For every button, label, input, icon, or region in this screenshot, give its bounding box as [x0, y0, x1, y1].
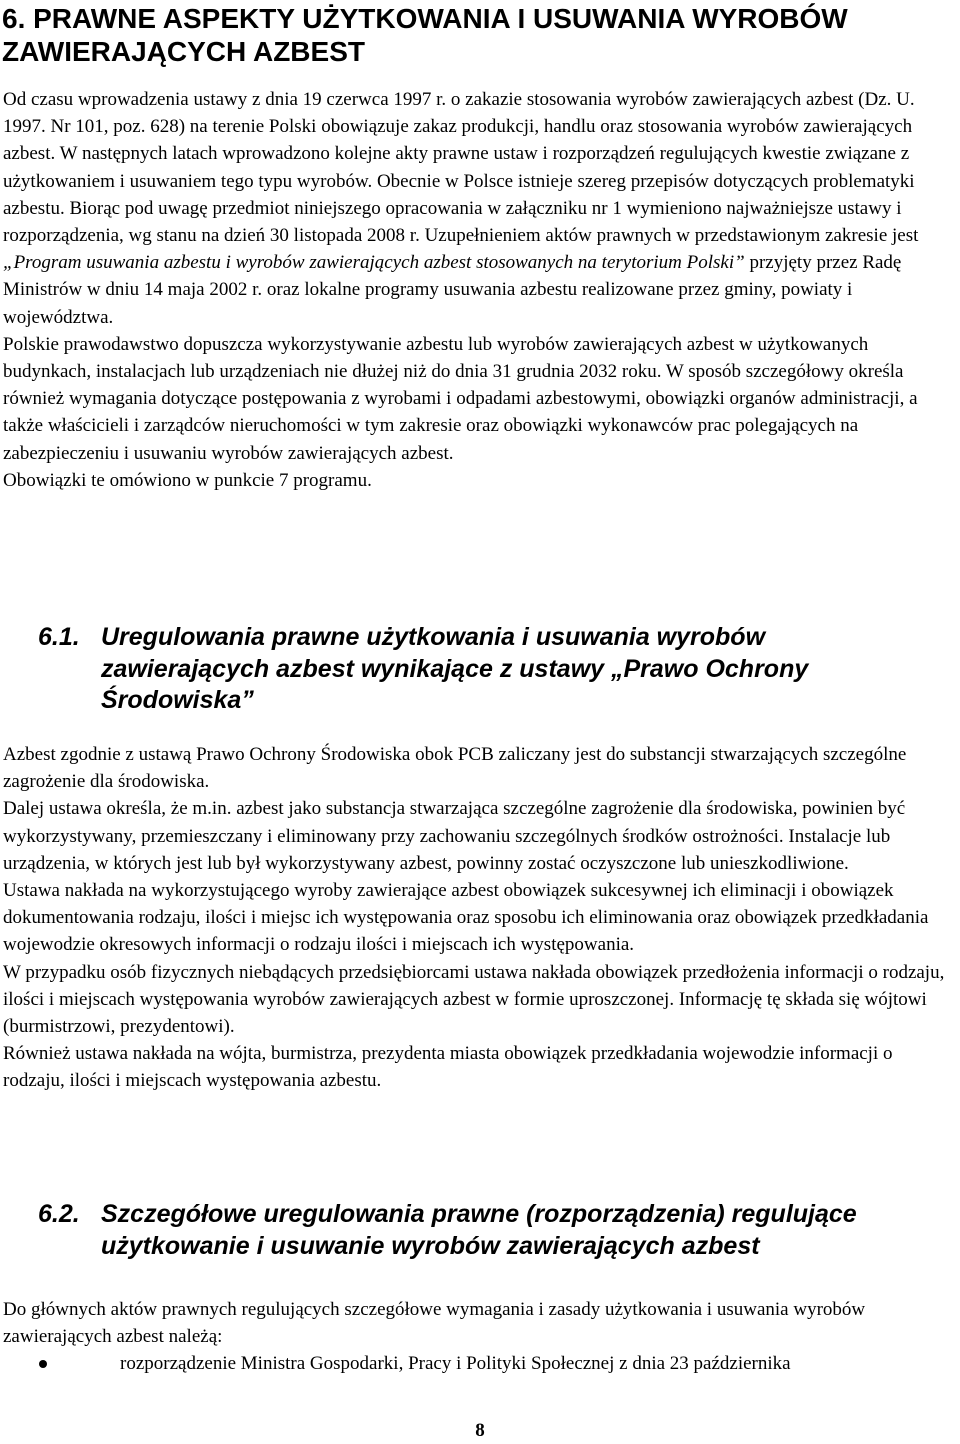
list-item-text: rozporządzenie Ministra Gospodarki, Pracy i Polityki Społecznej z dnia 23 października: [120, 1353, 791, 1375]
section-6-1-title: Uregulowania prawne użytkowania i usuwania wyrobów zawierających azbest wynikające z ustawy „Prawo Ochrony Środowiska”: [101, 623, 809, 714]
section-6-2-number: 6.2.: [38, 1200, 80, 1228]
section-6-1-body: [3, 741, 948, 1095]
section-6-2-intro: Do głównych aktów prawnych regulujących szczegółowe wymagania i zasady użytkowania i usuwania wyrobów zawierających azbest należą:: [3, 1299, 866, 1348]
section-6-1-number: 6.1.: [38, 623, 80, 651]
list-item: [3, 1350, 948, 1377]
section-6-2-title: Szczegółowe uregulowania prawne (rozporządzenia) regulujące użytkowanie i usuwanie wyrobów zawierających azbest: [101, 1200, 857, 1260]
section-6-2-body: [3, 1296, 948, 1378]
section-6-1-paragraph: W przypadku osób fizycznych niebądących przedsiębiorcami ustawa nakłada obowiązek przedłożenia informacji o rodzaju, ilości i miejscach występowania wyrobów zawierających azbest w formie uproszczonej. Informację tę składa się wójtowi (burmistrzowi, prezydentowi).: [3, 961, 945, 1038]
intro-section: [3, 86, 948, 494]
intro-paragraph-1: [3, 86, 948, 331]
section-6-1-heading: [38, 622, 938, 717]
intro-paragraph-3: Obowiązki te omówiono w punkcie 7 programu.: [3, 469, 372, 491]
section-6-1-paragraph: Również ustawa nakłada na wójta, burmistrza, prezydenta miasta obowiązek przedkładania wojewodzie informacji o rodzaju, ilości i miejscach występowania azbestu.: [3, 1043, 893, 1092]
chapter-heading: 6. PRAWNE ASPEKTY UŻYTKOWANIA I USUWANIA WYROBÓW ZAWIERAJĄCYCH AZBEST: [2, 3, 848, 67]
intro-paragraph-2: Polskie prawodawstwo dopuszcza wykorzystywanie azbestu lub wyrobów zawierających azbest w użytkowanych budynkach, instalacjach lub urządzeniach nie dłużej niż do dnia 31 grudnia 2032 roku. W sposób szczegółowy określa również wymagania dotyczące postępowania z wyrobami i odpadami azbestowymi, obowiązki organów administracji, a także właścicieli i zarządców nieruchomości w tym zakresie oraz obowiązki wykonawców prac polegających na zabezpieczeniu i usuwaniu wyrobów zawierających azbest.: [3, 333, 918, 464]
section-6-1-paragraph: Azbest zgodnie z ustawą Prawo Ochrony Środowiska obok PCB zaliczany jest do substancji stwarzających szczególne zagrożenie dla środowiska.: [3, 744, 907, 793]
section-6-2-heading: [38, 1199, 938, 1262]
intro-p1-text-start: Od czasu wprowadzenia ustawy z dnia 19 czerwca 1997 r. o zakazie stosowania wyrobów zawierających azbest (Dz. U. 1997. Nr 101, poz. 628) na terenie Polski obowiązuje zakaz produkcji, handlu oraz stosowania wyrobów zawierających azbest. W następnych latach wprowadzono kolejne akty prawne ustaw i rozporządzeń regulujących kwestie związane z użytkowaniem i usuwaniem tego typu wyrobów. Obecnie w Polsce istnieje szereg przepisów dotyczących problematyki azbestu. Biorąc pod uwagę przedmiot niniejszego opracowania w załączniku nr 1 wymieniono najważniejsze ustawy i rozporządzenia, wg stanu na dzień 30 listopada 2008 r. Uzupełnieniem aktów prawnych w przedstawionym zakresie jest: [3, 89, 919, 247]
section-6-1-paragraph: Ustawa nakłada na wykorzystującego wyroby zawierające azbest obowiązek sukcesywnej ich eliminacji i obowiązek dokumentowania rodzaju, ilości i miejsc ich występowania oraz sposobu ich eliminowania oraz obowiązek przedkładania wojewodzie okresowych informacji o rodzaju ilości i miejscach ich występowania.: [3, 880, 929, 956]
legal-acts-list: [3, 1350, 948, 1377]
section-6-1-paragraph: Dalej ustawa określa, że m.in. azbest jako substancja stwarzająca szczególne zagrożenie dla środowiska, powinien być wykorzystywany, przemieszczany i eliminowany przy zachowaniu szczególnych środków ostrożności. Instalacje lub urządzenia, w których jest lub był wykorzystywany azbest, powinny zostać oczyszczone lub unieszkodliwione.: [3, 798, 906, 874]
program-title-italic: „Program usuwania azbestu i wyrobów zawierających azbest stosowanych na terytorium Polski”: [3, 252, 745, 274]
bullet-icon: [39, 1360, 47, 1368]
page-number: 8: [475, 1420, 485, 1441]
intro-p1-text-end: przyjęty przez Radę Ministrów w dniu 14 maja 2002 r. oraz lokalne programy usuwania azbestu realizowane przez gminy, powiaty i województwa.: [3, 252, 902, 328]
